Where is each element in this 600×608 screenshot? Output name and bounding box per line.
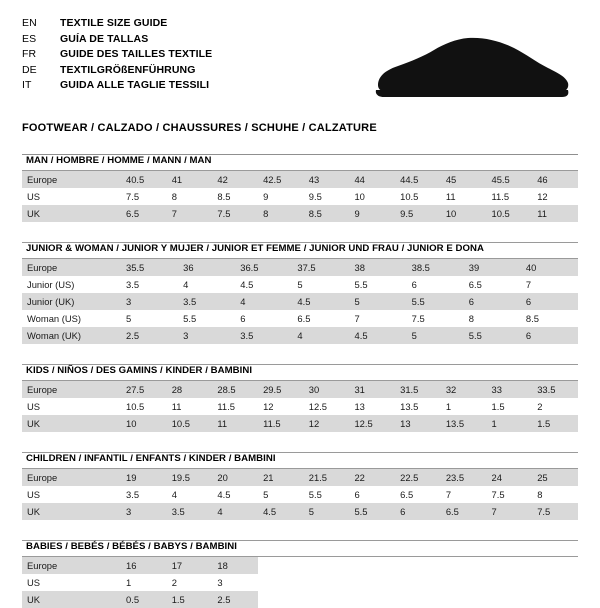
size-cell: 7.5: [407, 310, 464, 327]
size-table: [22, 259, 578, 344]
size-cell: 7: [350, 310, 407, 327]
size-cell: 41: [167, 171, 213, 188]
size-table: [22, 381, 578, 432]
size-cell: 39: [464, 259, 521, 276]
size-cell: 31: [349, 381, 395, 398]
size-cell: 5.5: [349, 503, 395, 520]
size-cell: 4.5: [350, 327, 407, 344]
size-cell: 45.5: [487, 171, 533, 188]
size-cell-empty: [395, 574, 441, 591]
table-row: [22, 574, 578, 591]
table-row: [22, 310, 578, 327]
size-cell: 18: [212, 557, 258, 574]
size-cell-empty: [487, 574, 533, 591]
language-title: TEXTILGRÖßENFÜHRUNG: [60, 63, 196, 76]
size-cell: 4: [292, 327, 349, 344]
size-cell: 25: [532, 469, 578, 486]
language-row: [22, 32, 212, 48]
language-title: TEXTILE SIZE GUIDE: [60, 17, 168, 29]
size-cell: 42: [212, 171, 258, 188]
size-cell: 10.5: [167, 415, 213, 432]
size-group-children: [22, 452, 578, 520]
size-cell-empty: [395, 557, 441, 574]
size-cell: 6: [464, 293, 521, 310]
size-cell: 46: [532, 171, 578, 188]
size-cell: 17: [167, 557, 213, 574]
size-cell: 3: [178, 327, 235, 344]
size-cell: 6.5: [121, 205, 167, 222]
size-cell: 6.5: [292, 310, 349, 327]
size-cell-empty: [349, 574, 395, 591]
size-cell: 40.5: [121, 171, 167, 188]
row-label: US: [22, 398, 121, 415]
size-cell: 32: [441, 381, 487, 398]
size-cell: 7: [167, 205, 213, 222]
table-row: [22, 557, 578, 574]
size-cell: 6.5: [441, 503, 487, 520]
table-row: [22, 205, 578, 222]
table-row: [22, 415, 578, 432]
size-cell: 7: [441, 486, 487, 503]
group-title: MAN / HOMBRE / HOMME / MANN / MAN: [26, 155, 212, 166]
size-cell: 4: [167, 486, 213, 503]
language-code: EN: [22, 17, 37, 29]
size-cell: 23.5: [441, 469, 487, 486]
size-cell: 5.5: [407, 293, 464, 310]
row-label: Europe: [22, 171, 121, 188]
size-cell: 1.5: [532, 415, 578, 432]
size-cell: 2.5: [121, 327, 178, 344]
size-cell: 10.5: [487, 205, 533, 222]
size-cell: 1: [121, 574, 167, 591]
size-cell: 12.5: [349, 415, 395, 432]
size-cell: 5: [258, 486, 304, 503]
size-table-body: [22, 259, 578, 344]
size-cell-empty: [487, 557, 533, 574]
language-code: DE: [22, 63, 37, 76]
size-cell: 6: [521, 327, 578, 344]
size-cell: 9: [258, 188, 304, 205]
row-label: Europe: [22, 381, 121, 398]
row-label: US: [22, 486, 121, 503]
size-group-kids: [22, 364, 578, 432]
size-cell: 11.5: [212, 398, 258, 415]
size-cell: 12.5: [304, 398, 350, 415]
size-cell-empty: [441, 574, 487, 591]
size-table-body: [22, 381, 578, 432]
size-cell: 13.5: [441, 415, 487, 432]
size-cell: 5: [407, 327, 464, 344]
table-row: [22, 259, 578, 276]
size-table-body: [22, 557, 578, 608]
size-cell: 6.5: [464, 276, 521, 293]
size-cell: 33.5: [532, 381, 578, 398]
size-cell: 1.5: [487, 398, 533, 415]
size-cell: 12: [258, 398, 304, 415]
size-cell-empty: [258, 557, 304, 574]
size-cell: 11.5: [258, 415, 304, 432]
size-cell: 7: [487, 503, 533, 520]
size-cell: 11: [212, 415, 258, 432]
size-cell: 4: [178, 276, 235, 293]
table-row: [22, 276, 578, 293]
size-cell: 10: [441, 205, 487, 222]
language-code: ES: [22, 32, 37, 45]
size-cell: 1.5: [167, 591, 213, 608]
size-cell: 6.5: [395, 486, 441, 503]
size-cell: 22.5: [395, 469, 441, 486]
language-row: [22, 16, 212, 32]
size-cell: 7.5: [487, 486, 533, 503]
size-cell: 3: [121, 293, 178, 310]
size-cell: 8: [167, 188, 213, 205]
size-cell: 43: [304, 171, 350, 188]
size-cell: 3.5: [178, 293, 235, 310]
size-cell: 11: [441, 188, 487, 205]
row-label: Europe: [22, 259, 121, 276]
size-cell: 4.5: [292, 293, 349, 310]
size-cell: 11: [532, 205, 578, 222]
size-cell: 37.5: [292, 259, 349, 276]
size-cell: 6: [349, 486, 395, 503]
row-label: US: [22, 188, 121, 205]
size-cell: 28.5: [212, 381, 258, 398]
size-cell: 13.5: [395, 398, 441, 415]
language-code: FR: [22, 48, 37, 60]
size-cell: 4.5: [258, 503, 304, 520]
size-cell: 5: [121, 310, 178, 327]
size-cell: 16: [121, 557, 167, 574]
size-cell: 8: [464, 310, 521, 327]
size-cell-empty: [258, 574, 304, 591]
size-cell-empty: [441, 557, 487, 574]
row-label: Junior (US): [22, 276, 121, 293]
size-cell: 5.5: [178, 310, 235, 327]
size-group-junior-woman: [22, 242, 578, 344]
size-cell: 0.5: [121, 591, 167, 608]
page-title: FOOTWEAR / CALZADO / CHAUSSURES / SCHUHE / CALZATURE: [22, 122, 377, 134]
size-cell: 36.5: [235, 259, 292, 276]
size-cell: 3: [121, 503, 167, 520]
table-row: [22, 327, 578, 344]
size-cell: 24: [487, 469, 533, 486]
size-cell: 10.5: [121, 398, 167, 415]
size-cell: 5.5: [304, 486, 350, 503]
row-label: Europe: [22, 557, 121, 574]
size-cell: 35.5: [121, 259, 178, 276]
group-title: BABIES / BEBÉS / BÉBÉS / BABYS / BAMBINI: [26, 541, 237, 552]
size-cell-empty: [304, 574, 350, 591]
table-row: [22, 486, 578, 503]
size-cell: 44.5: [395, 171, 441, 188]
table-row: [22, 381, 578, 398]
size-cell: 30: [304, 381, 350, 398]
size-cell: 5: [350, 293, 407, 310]
size-cell-empty: [304, 557, 350, 574]
size-cell: 38.5: [407, 259, 464, 276]
group-title: KIDS / NIÑOS / DES GAMINS / KINDER / BAMBINI: [26, 365, 253, 376]
row-label: UK: [22, 415, 121, 432]
size-cell: 31.5: [395, 381, 441, 398]
size-cell: 9.5: [395, 205, 441, 222]
size-cell-empty: [532, 557, 578, 574]
size-cell: 2.5: [212, 591, 258, 608]
size-cell: 22: [349, 469, 395, 486]
size-cell: 3.5: [235, 327, 292, 344]
language-row: [22, 47, 212, 63]
size-cell: 21: [258, 469, 304, 486]
size-cell: 44: [349, 171, 395, 188]
row-label: Woman (US): [22, 310, 121, 327]
size-cell: 29.5: [258, 381, 304, 398]
size-cell: 19.5: [167, 469, 213, 486]
size-cell: 4: [235, 293, 292, 310]
size-group-babies: [22, 540, 578, 608]
size-cell: 28: [167, 381, 213, 398]
size-cell: 5.5: [350, 276, 407, 293]
language-row: [22, 63, 212, 79]
document-header: [22, 16, 578, 108]
group-title: CHILDREN / INFANTIL / ENFANTS / KINDER / BAMBINI: [26, 453, 276, 464]
size-cell: 5.5: [464, 327, 521, 344]
table-row: [22, 503, 578, 520]
language-title: GUIDE DES TAILLES TEXTILE: [60, 48, 213, 60]
size-cell: 7.5: [212, 205, 258, 222]
size-cell: 5: [292, 276, 349, 293]
size-group-man: [22, 154, 578, 222]
language-title: GUÍA DE TALLAS: [60, 32, 149, 45]
size-cell: 13: [395, 415, 441, 432]
size-cell: 1: [487, 415, 533, 432]
table-row: [22, 469, 578, 486]
size-table: [22, 557, 578, 608]
dress-shoe-icon: [372, 32, 572, 104]
table-row: [22, 188, 578, 205]
row-label: Woman (UK): [22, 327, 121, 344]
size-cell: 3.5: [121, 276, 178, 293]
row-label: Europe: [22, 469, 121, 486]
size-cell-empty: [349, 557, 395, 574]
size-cell: 1: [441, 398, 487, 415]
size-cell: 33: [487, 381, 533, 398]
size-cell: 9: [349, 205, 395, 222]
row-label: UK: [22, 205, 121, 222]
size-cell: 13: [349, 398, 395, 415]
row-label: UK: [22, 503, 121, 520]
language-code: IT: [22, 79, 32, 91]
size-cell: 11: [167, 398, 213, 415]
table-row: [22, 171, 578, 188]
size-cell: 21.5: [304, 469, 350, 486]
size-cell: 4.5: [235, 276, 292, 293]
size-cell: 10: [349, 188, 395, 205]
row-label: Junior (UK): [22, 293, 121, 310]
size-cell: 7: [521, 276, 578, 293]
size-cell: 6: [407, 276, 464, 293]
size-cell: 5: [304, 503, 350, 520]
size-cell: 8.5: [212, 188, 258, 205]
size-cell: 3.5: [167, 503, 213, 520]
group-title: JUNIOR & WOMAN / JUNIOR Y MUJER / JUNIOR ET FEMME / JUNIOR UND FRAU / JUNIOR E DONA: [26, 243, 484, 254]
size-cell: 8: [532, 486, 578, 503]
table-row: [22, 398, 578, 415]
size-cell: 4: [212, 503, 258, 520]
size-cell: 10: [121, 415, 167, 432]
language-row: [22, 78, 212, 94]
size-cell: 19: [121, 469, 167, 486]
size-cell: 8: [258, 205, 304, 222]
size-cell: 42.5: [258, 171, 304, 188]
size-table-body: [22, 469, 578, 520]
size-cell: 2: [167, 574, 213, 591]
language-title-list-body: [22, 16, 212, 94]
size-cell-empty: [532, 574, 578, 591]
size-cell: 6: [235, 310, 292, 327]
size-table: [22, 171, 578, 222]
size-cell: 9.5: [304, 188, 350, 205]
size-cell: 38: [350, 259, 407, 276]
size-table: [22, 469, 578, 520]
size-cell: 8.5: [521, 310, 578, 327]
table-row: [22, 293, 578, 310]
size-cell: 45: [441, 171, 487, 188]
size-cell: 12: [304, 415, 350, 432]
size-cell: 3.5: [121, 486, 167, 503]
row-label: UK: [22, 591, 121, 608]
size-cell: 12: [532, 188, 578, 205]
language-title: GUIDA ALLE TAGLIE TESSILI: [60, 79, 210, 91]
size-cell: 20: [212, 469, 258, 486]
size-cell: 40: [521, 259, 578, 276]
size-cell: 11.5: [487, 188, 533, 205]
size-cell: 6: [521, 293, 578, 310]
size-cell: 7.5: [121, 188, 167, 205]
size-cell: 3: [212, 574, 258, 591]
size-cell: 7.5: [532, 503, 578, 520]
size-cell: 36: [178, 259, 235, 276]
language-title-list: [22, 16, 212, 94]
size-cell: 27.5: [121, 381, 167, 398]
size-cell: 8.5: [304, 205, 350, 222]
size-cell: 2: [532, 398, 578, 415]
size-table-body: [22, 171, 578, 222]
size-cell: 10.5: [395, 188, 441, 205]
row-label: US: [22, 574, 121, 591]
size-cell: 4.5: [212, 486, 258, 503]
size-cell: 6: [395, 503, 441, 520]
